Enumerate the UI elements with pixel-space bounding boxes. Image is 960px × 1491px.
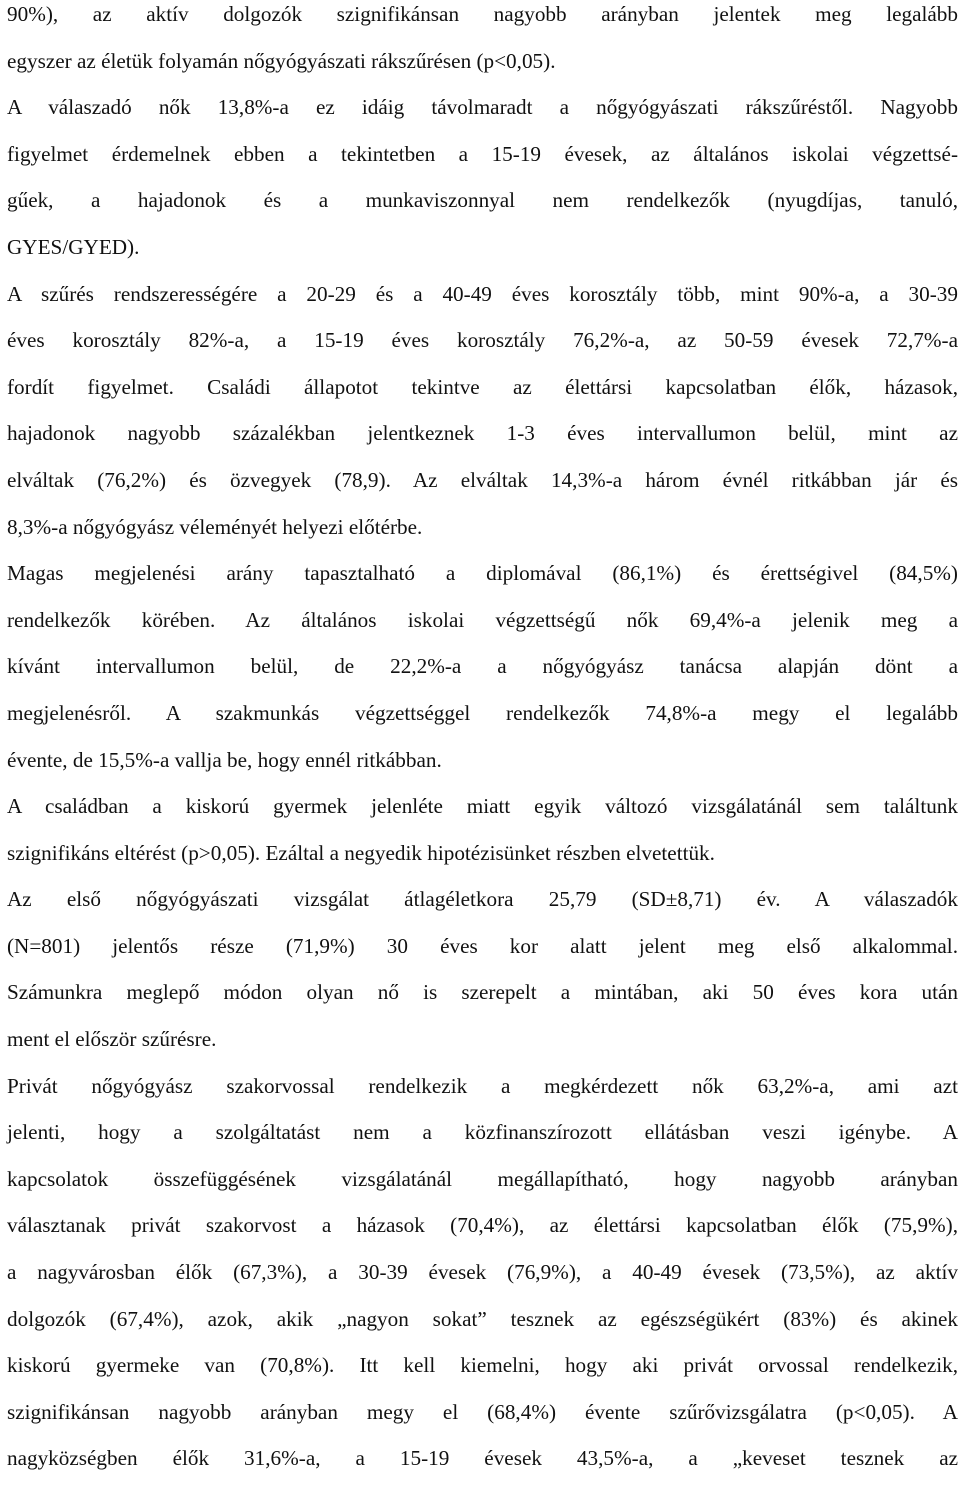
text-line: szignifikánsan nagyobb arányban megy el (68,4%) évente szűrővizsgálatra (p<0,05). A <box>7 1399 958 1424</box>
text-line: ment el először szűrésre. <box>7 1027 217 1052</box>
text-line: GYES/GYED). <box>7 234 140 259</box>
text-line: szignifikáns eltérést (p>0,05). Ezáltal a negyedik hipotézisünket részben elvetettük. <box>7 840 715 865</box>
text-line: hajadonok nagyobb százalékban jelentkeznek 1-3 éves intervallumon belül, mint az <box>7 421 958 446</box>
text-line: gűek, a hajadonok és a munkaviszonnyal nem rendelkezők (nyugdíjas, tanuló, <box>7 188 958 213</box>
text-line: A szűrés rendszerességére a 20-29 és a 40-49 éves korosztály több, mint 90%-a, a 30-39 <box>7 281 958 306</box>
text-line: Privát nőgyógyász szakorvossal rendelkezik a megkérdezett nők 63,2%-a, ami azt <box>7 1073 958 1098</box>
text-line: megjelenésről. A szakmunkás végzettséggel rendelkezők 74,8%-a megy el legalább <box>7 700 958 725</box>
text-line: éves korosztály 82%-a, a 15-19 éves korosztály 76,2%-a, az 50-59 évesek 72,7%-a <box>7 328 958 353</box>
text-line: rendelkezők körében. Az általános iskolai végzettségű nők 69,4%-a jelenik meg a <box>7 607 958 632</box>
text-line: dolgozók (67,4%), azok, akik „nagyon sokat” tesznek az egészségükért (83%) és akinek <box>7 1306 958 1331</box>
document-page <box>7 0 958 1491</box>
text-line: egyszer az életük folyamán nőgyógyászati rákszűrésen (p<0,05). <box>7 48 556 73</box>
text-line: (N=801) jelentős része (71,9%) 30 éves kor alatt jelent meg első alkalommal. <box>7 933 958 958</box>
text-line: a nagyvárosban élők (67,3%), a 30-39 évesek (76,9%), a 40-49 évesek (73,5%), az aktív <box>7 1260 958 1285</box>
text-line: kiskorú gyermeke van (70,8%). Itt kell kiemelni, hogy aki privát orvossal rendelkezik, <box>7 1353 958 1378</box>
text-line: választanak privát szakorvost a házasok (70,4%), az élettársi kapcsolatban élők (75,9%), <box>7 1213 958 1238</box>
text-line: jelenti, hogy a szolgáltatást nem a közfinanszírozott ellátásban veszi igénybe. A <box>7 1120 958 1145</box>
text-line: figyelmet érdemelnek ebben a tekintetben a 15-19 évesek, az általános iskolai végzettsé- <box>7 141 958 166</box>
text-line: 90%), az aktív dolgozók szignifikánsan nagyobb arányban jelentek meg legalább <box>7 2 958 26</box>
text-line: elváltak (76,2%) és özvegyek (78,9). Az elváltak 14,3%-a három évnél ritkábban jár és <box>7 467 958 492</box>
text-line: kívánt intervallumon belül, de 22,2%-a a nőgyógyász tanácsa alapján dönt a <box>7 654 958 679</box>
text-line: nagyközségben élők 31,6%-a, a 15-19 évesek 43,5%-a, a „keveset tesznek az <box>7 1446 958 1471</box>
text-line: Az első nőgyógyászati vizsgálat átlagéletkora 25,79 (SD±8,71) év. A válaszadók <box>7 887 958 912</box>
text-line: évente, de 15,5%-a vallja be, hogy ennél ritkábban. <box>7 747 442 772</box>
text-line: A családban a kiskorú gyermek jelenléte miatt egyik változó vizsgálatánál sem találtunk <box>7 794 958 819</box>
text-line: 8,3%-a nőgyógyász véleményét helyezi előtérbe. <box>7 514 423 539</box>
text-line: Magas megjelenési arány tapasztalható a diplomával (86,1%) és érettségivel (84,5%) <box>7 561 958 586</box>
text-line: fordít figyelmet. Családi állapotot tekintve az élettársi kapcsolatban élők, házasok, <box>7 374 958 399</box>
text-line: kapcsolatok összefüggésének vizsgálatánál megállapítható, hogy nagyobb arányban <box>7 1166 958 1191</box>
text-line: A válaszadó nők 13,8%-a ez idáig távolmaradt a nőgyógyászati rákszűréstől. Nagyobb <box>7 95 958 120</box>
text-line: Számunkra meglepő módon olyan nő is szerepelt a mintában, aki 50 éves kora után <box>7 980 958 1005</box>
